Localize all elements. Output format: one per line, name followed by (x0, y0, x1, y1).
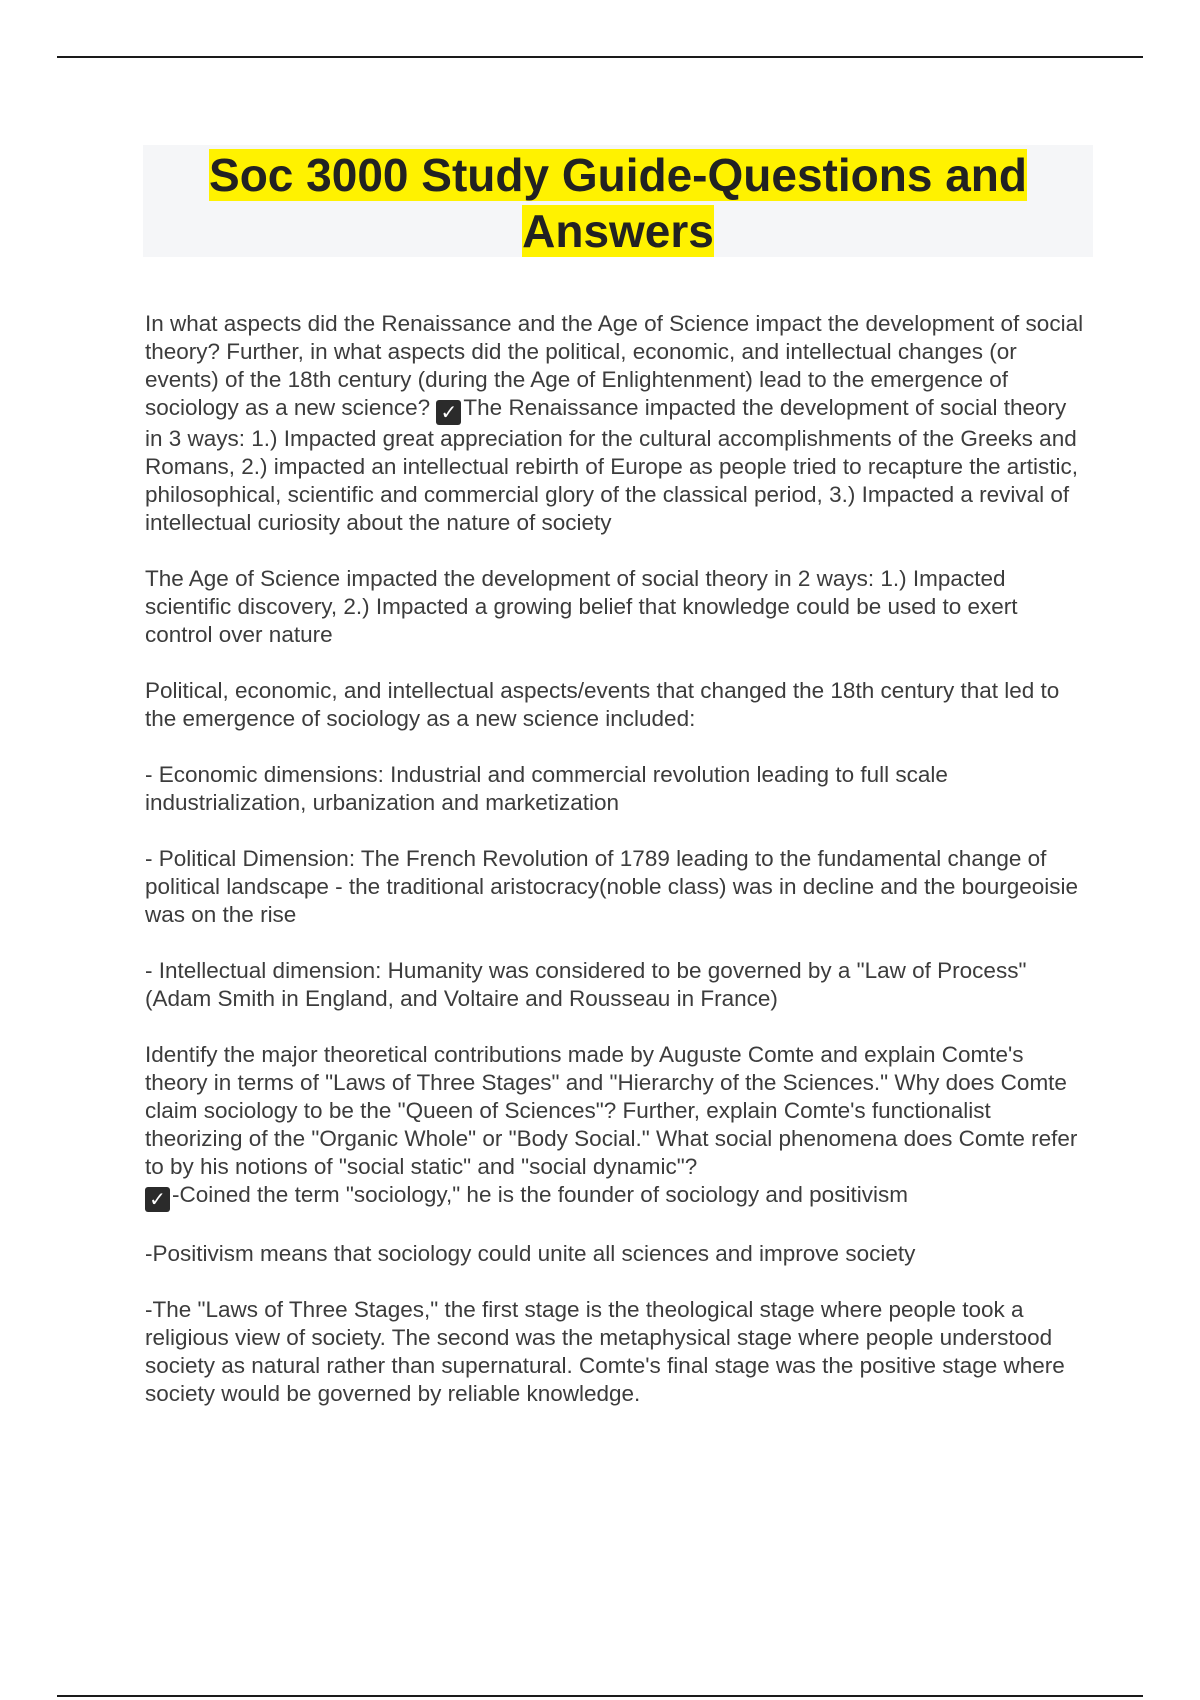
question-2-text: Identify the major theoretical contributions made by Auguste Comte and explain Comte's theory in terms of "Laws of Three Stages" and "Hierarchy of the Sciences." Why does Comte claim sociology to be the "Queen of Sciences"? Further, explain Comte's functionalist theorizing of the "Organic Whole" or "Body Social." What social phenomena does Comte refer to by his notions of "social static" and "social dynamic"? (145, 1042, 1078, 1179)
header-rule (57, 56, 1143, 58)
paragraph: -Positivism means that sociology could unite all sciences and improve society (145, 1241, 916, 1266)
paragraph: - Economic dimensions: Industrial and commercial revolution leading to full scale industrialization, urbanization and marketization (145, 762, 948, 815)
title-banner (143, 145, 1093, 257)
answer-2-text: -Coined the term "sociology," he is the founder of sociology and positivism (172, 1182, 908, 1207)
page-title (143, 145, 1093, 259)
paragraph: - Political Dimension: The French Revolution of 1789 leading to the fundamental change of political landscape - the traditional aristocracy(noble class) was in decline and the bourgeoisie was on the rise (145, 846, 1079, 927)
paragraph: The Age of Science impacted the development of social theory in 2 ways: 1.) Impacted scientific discovery, 2.) Impacted a growing belief that knowledge could be used to exert control over nature (145, 566, 1018, 647)
answer-1-text: The Renaissance impacted the development of social theory in 3 ways: 1.) Impacted great appreciation for the cultural accomplishments of the Greeks and Romans, 2.) impacted an intellectual rebirth of Europe as people tried to recapture the artistic, philosophical, scientific and commercial glory of the classical period, 3.) Impacted a revival of intellectual curiosity about the nature of society (145, 395, 1078, 535)
paragraph: Political, economic, and intellectual aspects/events that changed the 18th century that led to the emergence of sociology as a new science included: (145, 678, 1060, 731)
checkbox-checked-icon: ✓ (145, 1187, 170, 1212)
question-1 (145, 310, 1090, 537)
footer-rule (57, 1695, 1143, 1697)
question-2 (145, 1041, 1090, 1212)
checkbox-checked-icon: ✓ (436, 400, 461, 425)
paragraph: -The "Laws of Three Stages," the first stage is the theological stage where people took a religious view of society. The second was the metaphysical stage where people understood society as natural rather than supernatural. Comte's final stage was the positive stage where society would be governed by reliable knowledge. (145, 1297, 1065, 1406)
paragraph: - Intellectual dimension: Humanity was considered to be governed by a "Law of Process" (Adam Smith in England, and Voltaire and Rousseau in France) (145, 958, 1027, 1011)
page-title-text: Soc 3000 Study Guide-Questions and Answers (209, 149, 1027, 257)
document-body (145, 310, 1090, 1436)
question-1-text: In what aspects did the Renaissance and the Age of Science impact the development of social theory? Further, in what aspects did the political, economic, and intellectual changes (or events) of the 18th century (during the Age of Enlightenment) lead to the emergence of sociology as a new science? (145, 311, 1084, 420)
